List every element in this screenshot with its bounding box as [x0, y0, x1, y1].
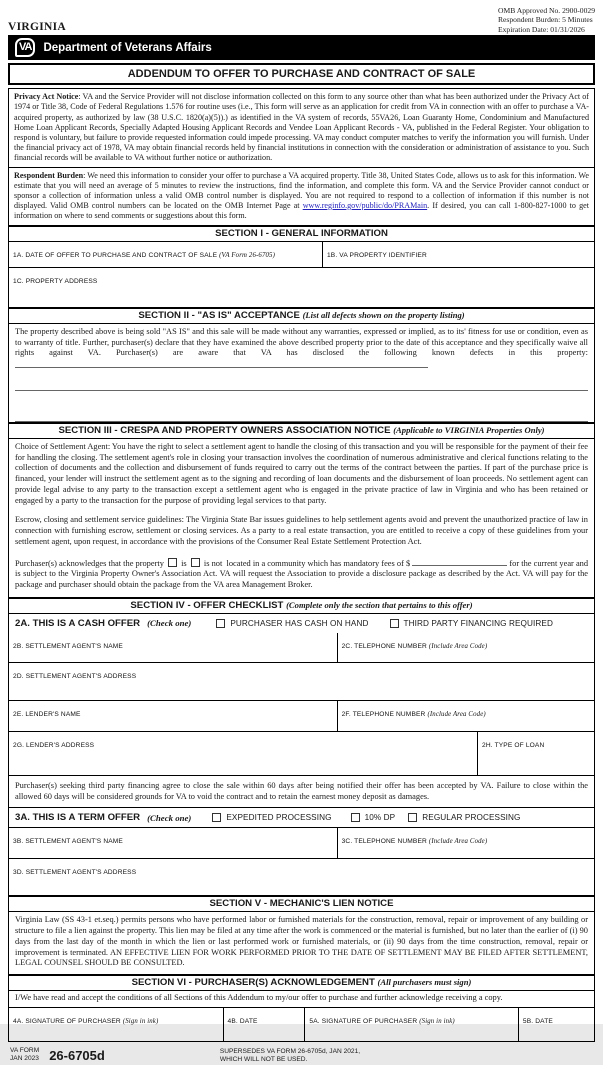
third-party-financing-paragraph: Purchaser(s) seeking third party financing agree to close the sale within 60 days after being notified their offer has been accepted by VA. Failure to close within the allowed 60 days will be considered grounds for VA to void the contract and to retain the earnest money deposit as damages. [9, 775, 594, 808]
field-4b-date[interactable] [223, 1008, 305, 1041]
section-3-title: SECTION III - CRESPA AND PROPERTY OWNERS ASSOCIATION NOTICE [58, 424, 391, 436]
ack-text-post: the current year and is subject to the Virginia Property Owner's Association Act. VA will request the Association to provide a disclosure package as described by the Act. VA will pay for the package and purchaser should obtain the package from the VA area Management Broker. [15, 558, 589, 590]
supersedes-line-1: SUPERSEDES VA FORM 26-6705d, JAN 2021, [219, 1047, 361, 1055]
is-checkbox[interactable] [168, 558, 177, 567]
field-3d-label: 3D. SETTLEMENT AGENT'S ADDRESS [13, 869, 137, 877]
form-number: 26-6705d [49, 1047, 105, 1063]
section-4-row-2bc [9, 633, 594, 662]
cash-offer-note: (Check one) [147, 618, 192, 629]
field-2e-lender-name[interactable] [9, 701, 337, 731]
ack-text-pre: Purchaser(s) acknowledges that the property [15, 558, 164, 568]
regular-processing-option [408, 813, 520, 822]
ack-for-label: for [509, 558, 520, 568]
field-5b-date[interactable] [518, 1008, 594, 1041]
section-4-row-3bc [9, 827, 594, 858]
cash-on-hand-label: PURCHASER HAS CASH ON HAND [230, 618, 369, 628]
section-6-title: SECTION VI - PURCHASER(S) ACKNOWLEDGEMENT [131, 977, 375, 989]
section-5-title: SECTION V - MECHANIC'S LIEN NOTICE [209, 898, 394, 910]
cash-offer-label: 2A. THIS IS A CASH OFFER [15, 617, 141, 629]
field-5b-label: 5B. DATE [522, 1017, 553, 1025]
omb-respondent-burden: Respondent Burden: 5 Minutes [497, 15, 593, 25]
field-2f-note: (Include Area Code) [427, 710, 486, 718]
section-4-header [9, 597, 594, 614]
va-logo-icon: VA [15, 38, 35, 57]
field-4a-note: (Sign in ink) [122, 1017, 159, 1025]
va-form-label: VA FORM [10, 1046, 40, 1054]
defects-line-1[interactable] [15, 375, 588, 391]
field-2d-settlement-agent-address[interactable] [9, 663, 594, 700]
choice-of-settlement-agent-paragraph: Choice of Settlement Agent: You have the right to select a settlement agent to handle the closing of this transaction and you will be responsible for the payment of their fee for handling the closing. The settlement agent's role in closing your transaction involves the coordination of numerous administrative and clerical functions relating to the collection of documents and the collection and disbursement of funds required to carry out the terms of the contract between the parties. If part of the purchase price is financed, your lender will instruct the settlement agent as to the signing and recording of loan documents and the disbursement of loan proceeds. No settlement agent can provide legal advise to any party to the transaction except a settlement agent who is engaged in the private practice of law in Virginia and who has been retained or engaged by a party to the transaction for the purpose of providing legal services to that party. [15, 441, 588, 505]
field-5a-label: 5A. SIGNATURE OF PURCHASER (Sign in ink) [309, 1017, 455, 1025]
field-4b-label: 4B. DATE [227, 1017, 258, 1025]
field-2f-telephone-number[interactable] [337, 701, 594, 731]
privacy-notice-text: : VA and the Service Provider will not disclose information collected on this form to any source other than what has been authorized under the Privacy Act of 1974 or Title 38, Code of Federal Regulations 1.576 for routine uses (i.e., This form will serve as an application for credit from VA in connection with an offer to purchase a VA-acquired property, as authorized by law (38 U.S.C. 1820(a)(5)).) as identified in the VA system of records, 55VA26, Loan Guaranty Home, Condominium and Manufactured Home Loan Applicant Records, Specially Adapted Housing Applicant Records and Vendee Loan Applicant Records - VA, published in the Federal Register. Your obligation to respond is voluntary, but failure to provide requested information could impede processing. VA may conduct computer matches to verify the information you will furnish. Under the financial privacy act of 1978, VA may obtain financial records held by financial institutions in connection with the consideration or administration of assistance to you. Such financial records will be available to VA without further notice or authorization. [14, 92, 589, 162]
section-4-subtitle: (Complete only the section that pertains to this offer) [286, 599, 473, 610]
field-3c-telephone-number[interactable] [337, 828, 594, 858]
field-1c-property-address[interactable] [9, 268, 594, 307]
expedited-processing-label: EXPEDITED PROCESSING [226, 813, 332, 823]
escrow-guidelines-paragraph: Escrow, closing and settlement service guidelines: The Virginia State Bar issues guidelines to help settlement agents avoid and prevent the unauthorized practice of law in connection with furnishing escrow, settlement or closing services. As a party to a real estate transaction, you are entitled to receive a copy of these guidelines from your settlement agent, upon request, in accordance with the provisions of the Consumer Real Estate Settlement Protection Act. [15, 515, 588, 546]
section-1-header [9, 225, 594, 242]
section-4-row-2gh [9, 731, 594, 775]
field-3c-label: 3C. TELEPHONE NUMBER (Include Area Code) [341, 838, 488, 846]
field-2d-label: 2D. SETTLEMENT AGENT'S ADDRESS [13, 672, 137, 680]
section-1-row-2 [9, 267, 594, 307]
section-4-row-3d [9, 858, 594, 895]
field-3d-settlement-agent-address[interactable] [9, 859, 594, 895]
section-2-header [9, 307, 594, 324]
field-4a-label: 4A. SIGNATURE OF PURCHASER (Sign in ink) [13, 1017, 159, 1025]
privacy-notice-label: Privacy Act Notice [14, 92, 79, 102]
section-1-row-1 [9, 242, 594, 267]
field-2h-label: 2H. TYPE OF LOAN [482, 741, 545, 749]
field-1a-label: 1A. DATE OF OFFER TO PURCHASE AND CONTRACT OF SALE (VA Form 26-6705) [13, 251, 276, 259]
field-2f-label: 2F. TELEPHONE NUMBER (Include Area Code) [341, 710, 486, 718]
ack-text-mid: located in a community which has mandatory fees of $ [226, 558, 411, 568]
field-1c-label: 1C. PROPERTY ADDRESS [13, 277, 98, 285]
regular-processing-label: REGULAR PROCESSING [422, 813, 521, 823]
field-3b-settlement-agent-name[interactable] [9, 828, 337, 858]
field-1a-date-of-offer[interactable] [9, 242, 322, 267]
poa-acknowledgement-paragraph [9, 551, 594, 597]
field-2c-note: (Include Area Code) [428, 642, 488, 650]
field-3b-label: 3B. SETTLEMENT AGENT'S NAME [13, 838, 123, 846]
mandatory-fees-amount-field[interactable] [412, 557, 507, 566]
pra-main-link[interactable]: www.reginfo.gov/public/do/PRAMain [302, 200, 428, 210]
field-4a-signature-of-purchaser[interactable] [9, 1008, 223, 1041]
cash-on-hand-checkbox[interactable] [216, 619, 225, 628]
field-2e-label: 2E. LENDER'S NAME [13, 710, 81, 718]
field-1a-note: (VA Form 26-6705) [219, 251, 276, 259]
respondent-burden-label: Respondent Burden [14, 170, 84, 180]
va-form-block [10, 1047, 39, 1063]
ten-percent-dp-option [351, 813, 396, 822]
state-label: VIRGINIA [8, 21, 66, 34]
agency-name: Department of Veterans Affairs [43, 41, 212, 54]
omb-approved-number: OMB Approved No. 2900-0029 [497, 6, 595, 15]
respondent-burden-text: : We need this information to consider your offer to purchase a VA acquired property. Title 38, United States Code, allows us to ask for this information. We estimate that you will need an average of 5 minutes to review the instructions, find the information, and complete this form. VA and the Service Provider cannot conduct or sponsor a collection of information unless a valid OMB control number is displayed. You are not required to respond to a collection of information if this number is not displayed. Valid OMB control numbers can be located on the OMB Internet Page at [14, 170, 589, 210]
section-6-subtitle: (All purchasers must sign) [377, 977, 472, 988]
field-2g-lender-address[interactable] [9, 732, 477, 775]
field-2c-label: 2C. TELEPHONE NUMBER (Include Area Code) [341, 642, 488, 650]
field-3c-note: (Include Area Code) [428, 838, 488, 846]
field-2g-label: 2G. LENDER'S ADDRESS [13, 741, 95, 749]
is-not-checkbox[interactable] [191, 558, 200, 567]
omb-block [498, 4, 595, 34]
expedited-processing-option [212, 813, 331, 822]
ack-is-label: is [181, 558, 187, 568]
defects-line-inline[interactable] [15, 359, 428, 368]
cash-on-hand-option [216, 619, 368, 628]
section-4-row-2d [9, 662, 594, 700]
expedited-processing-checkbox[interactable] [212, 813, 221, 822]
as-is-paragraph: The property described above is being sold "AS IS" and this sale will be made without any warranties, expressed or implied, as to its' fitness for use or condition, even as to warranty of title. Further, purchaser(s) declare that they have examined the above described property prior to the date of this acceptance and they specifically waive all rights against VA. Purchaser(s) are aware that VA has disclosed the following known defects in this property: [9, 324, 594, 375]
privacy-act-notice [9, 89, 594, 166]
section-5-header [9, 895, 594, 912]
form-footer [8, 1042, 595, 1065]
ten-percent-dp-label: 10% DP [364, 813, 396, 823]
acknowledgement-statement: I/We have read and accept the conditions of all Sections of this Addendum to my/our offer to purchase and further acknowledge receiving a copy. [15, 993, 503, 1003]
section-3-header [9, 422, 594, 439]
supersedes-line-2: WHICH WILL NOT BE USED. [219, 1056, 308, 1064]
cash-offer-row [9, 614, 594, 633]
respondent-burden-text-end: . If desired, you can call 1-800-827-1000 to get information on where to send comments or suggestions about this form. [14, 200, 590, 220]
term-offer-label: 3A. THIS IS A TERM OFFER [15, 812, 141, 824]
respondent-burden-notice [9, 167, 594, 225]
field-2c-telephone-number[interactable] [337, 633, 594, 662]
third-party-financing-label: THIRD PARTY FINANCING REQUIRED [403, 618, 553, 628]
section-4-row-2ef [9, 700, 594, 731]
field-2h-type-of-loan[interactable] [477, 732, 594, 775]
ack-is-not-label: is not [203, 558, 223, 568]
field-2b-settlement-agent-name[interactable] [9, 633, 337, 662]
section-2-title: SECTION II - "AS IS" ACCEPTANCE [138, 309, 300, 321]
field-2b-label: 2B. SETTLEMENT AGENT'S NAME [13, 642, 123, 650]
section-4-title: SECTION IV - OFFER CHECKLIST [130, 599, 284, 611]
defects-line-2[interactable] [15, 406, 588, 422]
agency-header-bar [8, 35, 595, 60]
term-offer-row [9, 807, 594, 827]
section-3-subtitle: (Applicable to VIRGINIA Properties Only) [393, 424, 545, 435]
field-1b-label: 1B. VA PROPERTY IDENTIFIER [326, 251, 427, 259]
section-1-title: SECTION I - GENERAL INFORMATION [215, 227, 388, 239]
field-1b-va-property-identifier[interactable] [322, 242, 594, 267]
field-5a-signature-of-purchaser[interactable] [304, 1008, 518, 1041]
section-2-subtitle: (List all defects shown on the property listing) [302, 309, 465, 320]
signature-row [9, 1007, 594, 1041]
field-5a-note: (Sign in ink) [419, 1017, 455, 1025]
ten-percent-dp-checkbox[interactable] [351, 813, 360, 822]
form-title: ADDENDUM TO OFFER TO PURCHASE AND CONTRACT OF SALE [8, 63, 595, 85]
top-margin-row [8, 4, 595, 34]
section-6-header [9, 974, 594, 991]
omb-expiration-date: Expiration Date: 01/31/2026 [497, 24, 585, 34]
term-offer-note: (Check one) [147, 812, 192, 823]
mechanics-lien-paragraph: Virginia Law (SS 43-1 et.seq.) permits persons who have performed labor or furnished materials for the construction, removal, repair or improvement of any building or structure to file a lien against the property. This lien may be filed at any time after the work is commenced or the material is furnished, but no later than the earlier of (i) 90 days from the last day of the month in which the lien or last performed work or furnished materials, or (ii) 90 days from the time construction, removal, repair or improvement is terminated. AN EFFECTIVE LIEN FOR WORK PERFORMED PRIOR TO THE DATE OF SETTLEMENT MAY BE FILED AFTER SETTLEMENT, LEGAL COUNSEL SHOULD BE CONSULTED. [15, 915, 588, 968]
supersedes-note [220, 1048, 360, 1065]
third-party-financing-checkbox[interactable] [390, 619, 399, 628]
regular-processing-checkbox[interactable] [408, 813, 417, 822]
form-body [8, 88, 595, 1041]
third-party-financing-option [390, 619, 553, 628]
va-form-date: JAN 2023 [10, 1055, 39, 1063]
